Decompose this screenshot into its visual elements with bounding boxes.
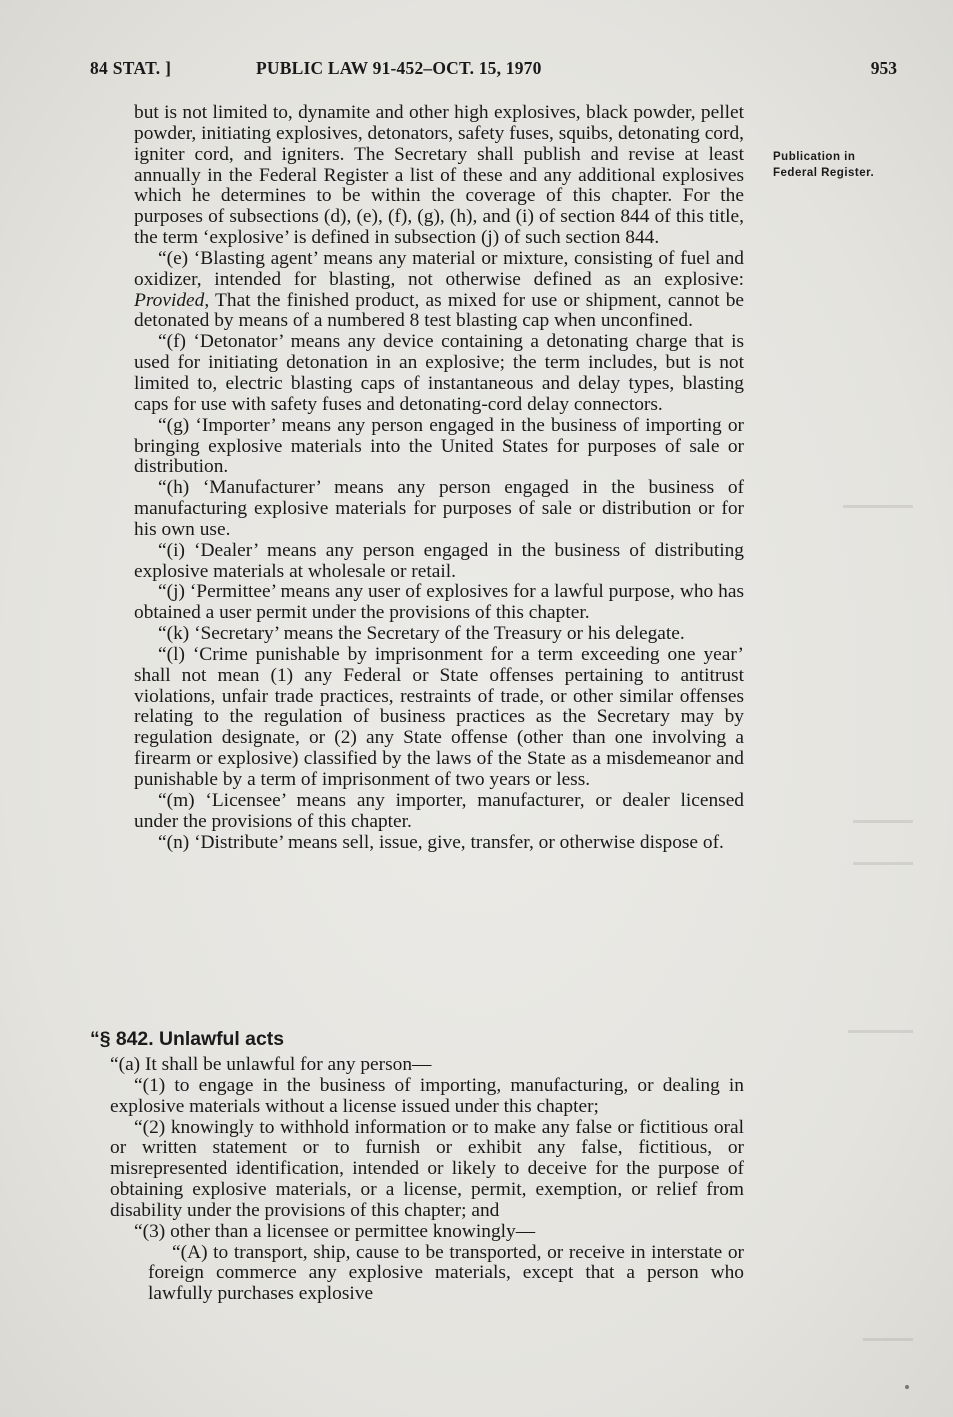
law-title: PUBLIC LAW 91-452–OCT. 15, 1970 — [256, 58, 542, 78]
definitions-text — [134, 103, 744, 853]
definition-text: “(e) ‘Blasting agent’ means any material or mixture, consisting of fuel and oxidizer, intended for blasting, not otherwise defined as an explosive: — [134, 247, 744, 290]
section-paragraph: “(1) to engage in the business of importing, manufacturing, or dealing in explosive materials without a license issued under this chapter; — [110, 1074, 744, 1117]
marginal-note-line: Federal Register. — [773, 167, 875, 179]
statute-reference: 84 STAT. ] — [90, 58, 172, 78]
definition-paragraph: “(m) ‘Licensee’ means any importer, manufacturer, or dealer licensed under the provisions of this chapter. — [134, 789, 744, 832]
section-paragraph: “(a) It shall be unlawful for any person— — [110, 1054, 432, 1075]
section-heading: “§ 842. Unlawful acts — [90, 1028, 284, 1050]
definition-paragraph: “(l) ‘Crime punishable by imprisonment for a term exceeding one year’ shall not mean (1) any Federal or State offenses pertaining to antitrust violations, unfair trade practices, restraints of trade, or other similar offenses relating to the regulation of business practices as the Secretary may by regulation designate, or (2) any State offense (other than one involving a firearm or explosive) classified by the laws of the State as a misdemeanor and punishable by a term of imprisonment of two years or less. — [134, 643, 744, 790]
definition-paragraph — [134, 249, 744, 332]
paper-speck — [905, 1385, 909, 1389]
definition-paragraph: “(f) ‘Detonator’ means any device containing a detonating charge that is used for initiating detonation in an explosive; the term includes, but is not limited to, electric blasting caps of instantaneous and delay types, blasting caps for use with safety fuses and detonating-cord delay connectors. — [134, 331, 744, 415]
definition-paragraph: “(i) ‘Dealer’ means any person engaged in the business of distributing explosive materials at wholesale or retail. — [134, 539, 744, 582]
definition-paragraph: “(n) ‘Distribute’ means sell, issue, give, transfer, or otherwise dispose of. — [158, 831, 724, 853]
bleed-through-mark — [853, 862, 913, 865]
section-paragraph: “(A) to transport, ship, cause to be transported, or receive in interstate or foreign commerce any explosive materials, except that a person who lawfully purchases explosive — [148, 1241, 744, 1305]
definition-paragraph: but is not limited to, dynamite and other high explosives, black powder, pellet powder, initiating explosives, detonators, safety fuses, squibs, detonating cord, igniter cord, and igniters. The Secretary shall publish and revise at least annually in the Federal Register a list of these and any additional explosives which he determines to be within the coverage of this chapter. For the purposes of subsections (d), (e), (f), (g), (h), and (i) of section 844 of this title, the term ‘explosive’ is defined in subsection (j) of such section 844. — [134, 102, 744, 249]
proviso-text: , That the finished product, as mixed for use or shipment, cannot be detonated by means of a numbered 8 test blasting cap when unconfined. — [134, 289, 744, 332]
proviso-word: Provided — [134, 289, 205, 311]
bleed-through-mark — [843, 505, 913, 508]
page-header — [90, 58, 897, 80]
definition-paragraph: “(g) ‘Importer’ means any person engaged in the business of importing or bringing explosive materials into the United States for purposes of sale or distribution. — [134, 414, 744, 478]
bleed-through-mark — [853, 820, 913, 823]
bleed-through-mark — [848, 1030, 913, 1033]
section-paragraph: “(3) other than a licensee or permittee knowingly— — [134, 1220, 536, 1242]
definition-paragraph: “(k) ‘Secretary’ means the Secretary of the Treasury or his delegate. — [158, 623, 685, 645]
marginal-note-line: Publication in — [773, 151, 856, 163]
section-paragraph: “(2) knowingly to withhold information or to make any false or fictitious oral or written statement or to furnish or exhibit any false, fictitious, or misrepresented identification, intended or likely to deceive for the purpose of obtaining explosive materials, or a license, permit, exemption, or relief from disability under the provisions of this chapter; and — [110, 1116, 744, 1221]
definition-paragraph: “(h) ‘Manufacturer’ means any person engaged in the business of manufacturing explosive materials for purposes of sale or distribution or for his own use. — [134, 477, 744, 540]
definition-paragraph: “(j) ‘Permittee’ means any user of explosives for a lawful purpose, who has obtained a user permit under the provisions of this chapter. — [134, 581, 744, 624]
page-number: 953 — [870, 58, 897, 78]
bleed-through-mark — [863, 1338, 913, 1341]
section-body — [110, 1055, 744, 1305]
marginal-note — [773, 149, 883, 181]
